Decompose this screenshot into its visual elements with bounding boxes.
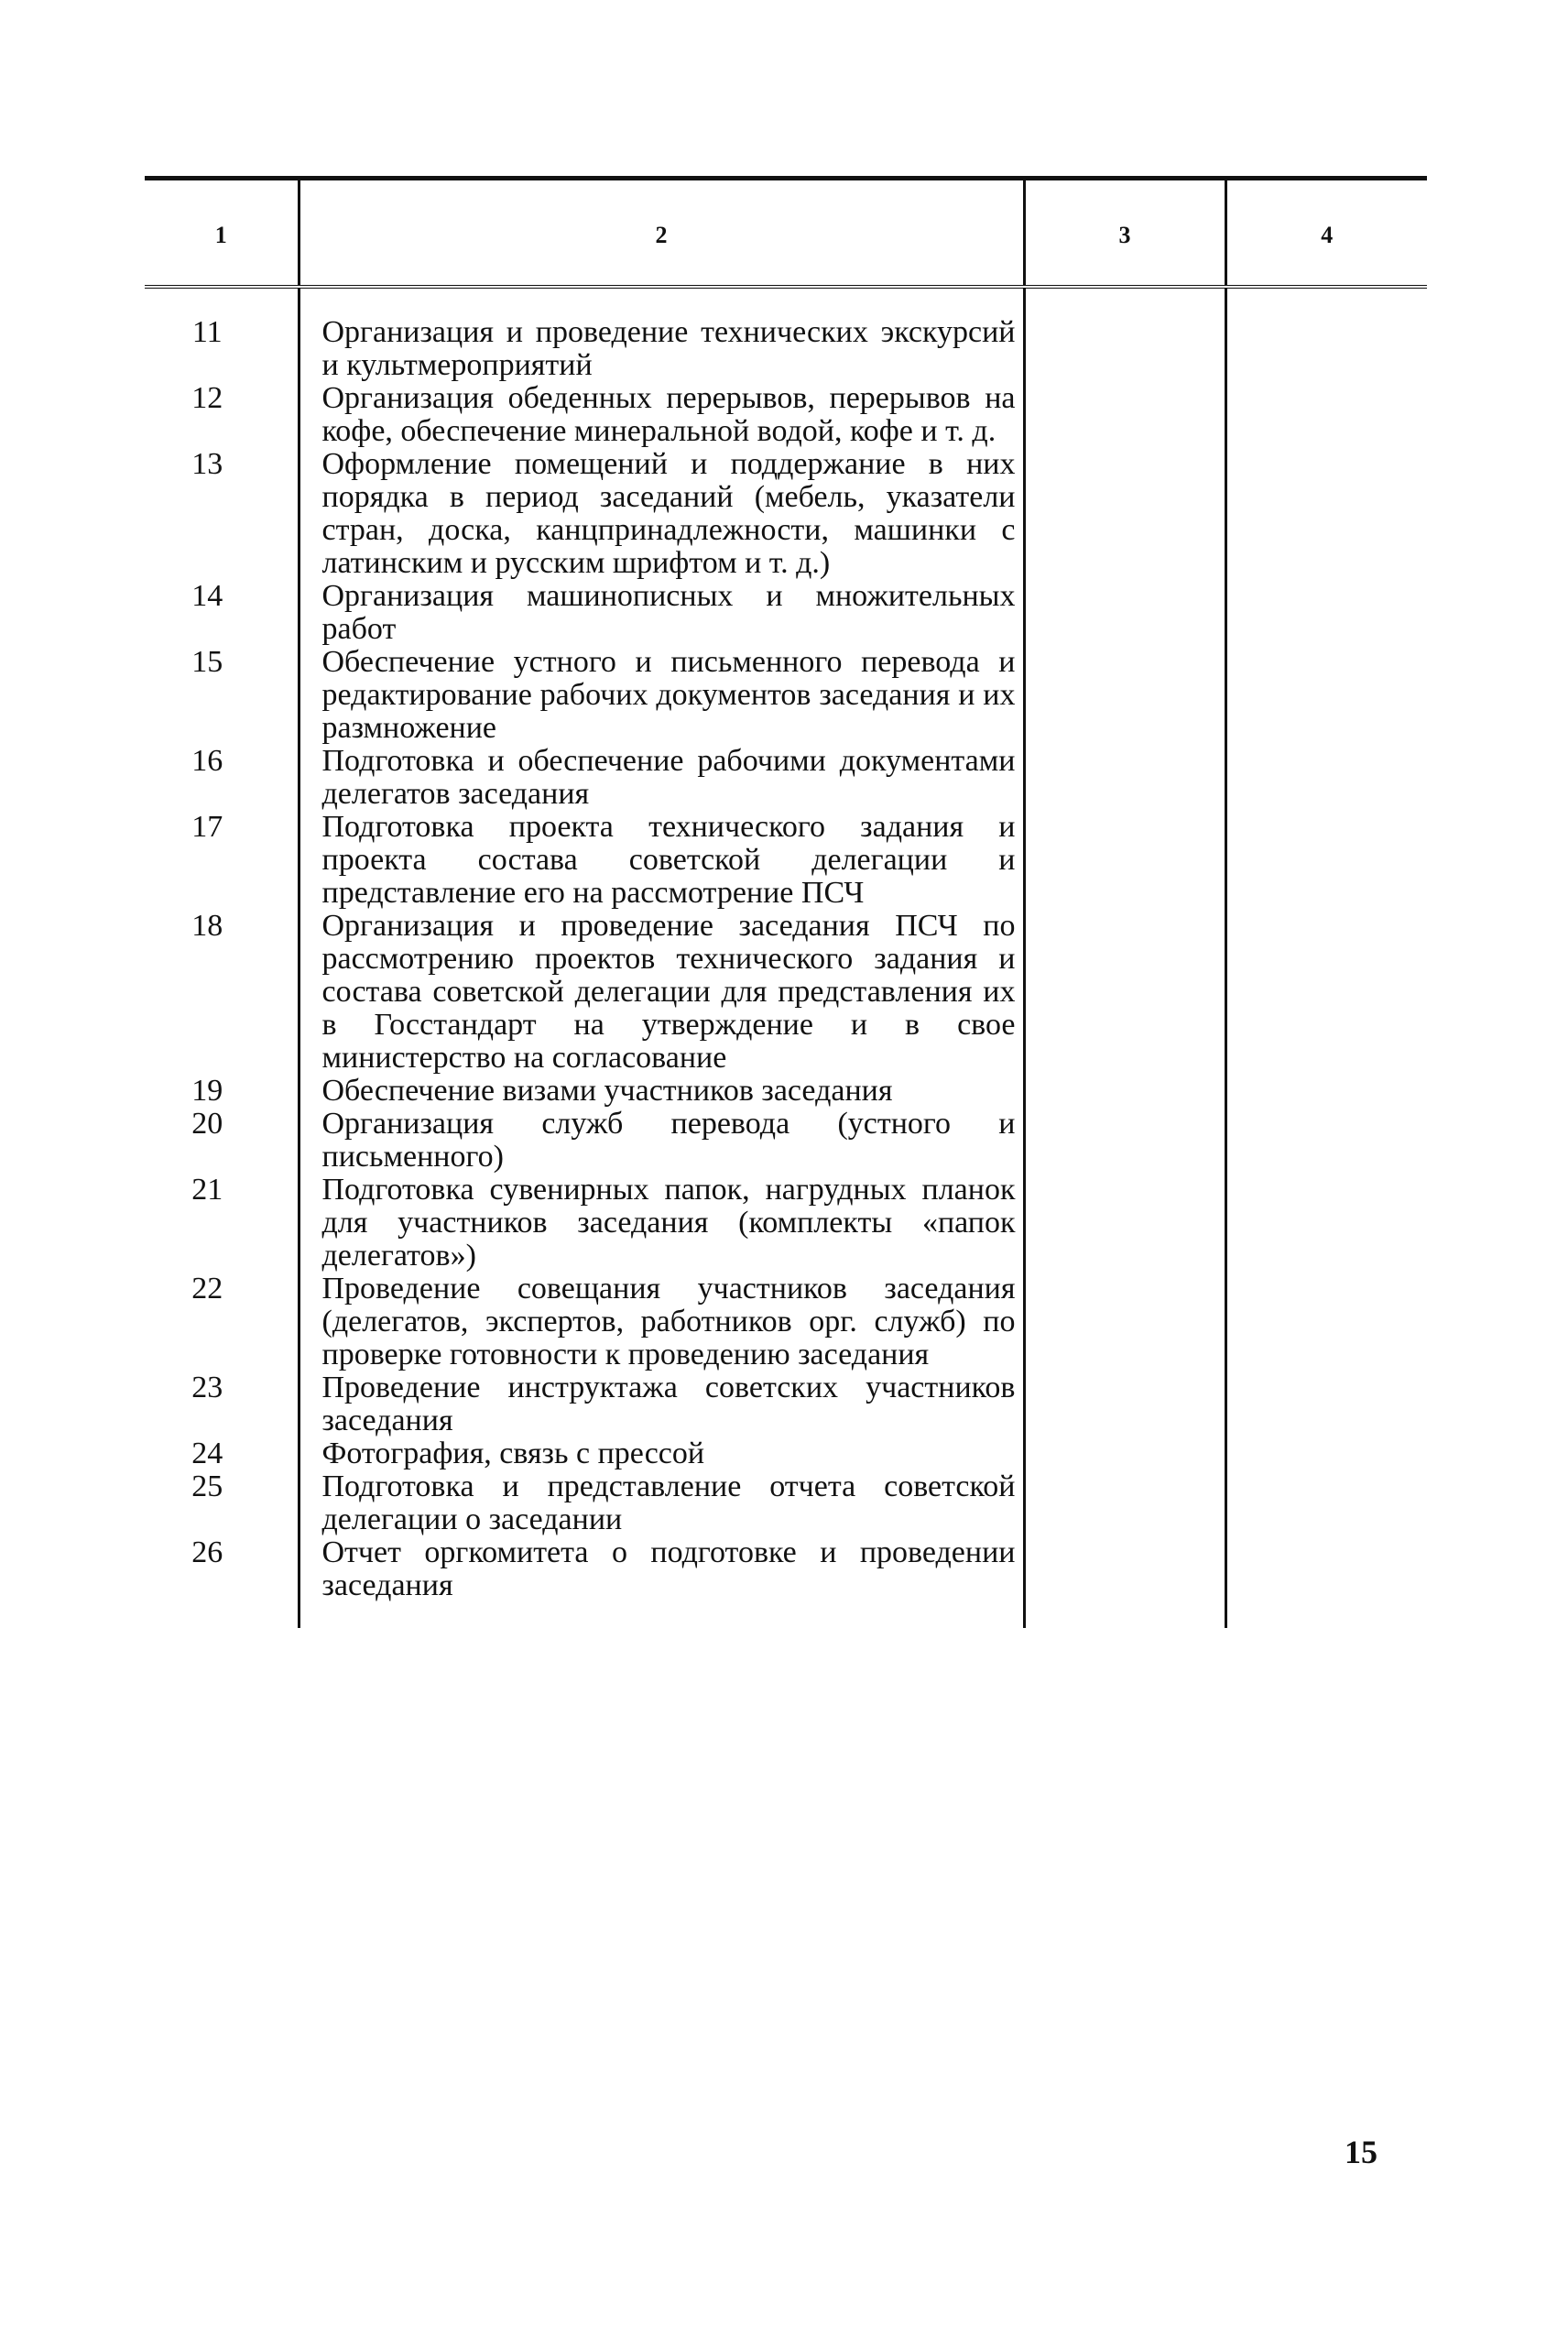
row-col-3-empty: [1024, 580, 1225, 646]
row-number: 25: [191, 1469, 223, 1503]
row-description: Организация и проведение заседания ПСЧ по рассмотрению проектов технического задания и состава советской делегации для представления их в Госстандарт на утверждение и в свое министерство на согласование: [299, 910, 1024, 1075]
row-number: 21: [191, 1173, 223, 1207]
row-col-3-empty: [1024, 1174, 1225, 1273]
row-col-4-empty: [1225, 382, 1427, 448]
row-col-3-empty: [1024, 745, 1225, 811]
table-row: [145, 1273, 1427, 1371]
table-row: [145, 1371, 1427, 1437]
row-description: Проведение совещания участников заседания (делегатов, экспертов, работников орг. служб) по проверке готовности к проведению заседания: [299, 1273, 1024, 1371]
page-number: 15: [1345, 2134, 1377, 2170]
table-row: [145, 382, 1427, 448]
row-col-3-empty: [1024, 1536, 1225, 1602]
row-col-3-empty: [1024, 1470, 1225, 1536]
table-body: [145, 287, 1427, 1628]
row-col-4-empty: [1225, 448, 1427, 580]
row-description: Организация служб перевода (устного и письменного): [299, 1108, 1024, 1174]
row-description: Организация обеденных перерывов, перерывов на кофе, обеспечение минеральной водой, кофе и т. д.: [299, 382, 1024, 448]
row-number: 22: [191, 1272, 223, 1306]
row-col-4-empty: [1225, 910, 1427, 1075]
header-col-2: 2: [299, 179, 1024, 288]
row-col-3-empty: [1024, 1108, 1225, 1174]
table-row: [145, 1437, 1427, 1470]
row-number: 19: [191, 1074, 223, 1108]
table-row: [145, 745, 1427, 811]
row-description: Подготовка и обеспечение рабочими документами делегатов заседания: [299, 745, 1024, 811]
table-row: [145, 287, 1427, 382]
row-col-3-empty: [1024, 1371, 1225, 1437]
row-col-4-empty: [1225, 745, 1427, 811]
row-col-4-empty: [1225, 1108, 1427, 1174]
row-number: 18: [191, 909, 223, 943]
table-row: [145, 1108, 1427, 1174]
row-col-4-empty: [1225, 580, 1427, 646]
row-description: Подготовка сувенирных папок, нагрудных планок для участников заседания (комплекты «папок делегатов»): [299, 1174, 1024, 1273]
row-description: Проведение инструктажа советских участников заседания: [299, 1371, 1024, 1437]
row-col-4-empty: [1225, 1437, 1427, 1470]
row-col-3-empty: [1024, 287, 1225, 382]
row-col-3-empty: [1024, 1273, 1225, 1371]
table-row: [145, 1470, 1427, 1536]
row-col-3-empty: [1024, 646, 1225, 745]
row-number: 16: [191, 744, 223, 778]
row-number: 20: [191, 1107, 223, 1141]
spacer-cell: [145, 1602, 299, 1628]
table-row: [145, 811, 1427, 910]
row-description: Подготовка проекта технического задания и проекта состава советской делегации и представление его на рассмотрение ПСЧ: [299, 811, 1024, 910]
row-col-3-empty: [1024, 382, 1225, 448]
header-col-4: 4: [1225, 179, 1427, 288]
table-row: [145, 1536, 1427, 1602]
header-row: [145, 179, 1427, 288]
row-number: 11: [191, 315, 223, 349]
row-col-4-empty: [1225, 1174, 1427, 1273]
row-col-4-empty: [1225, 1371, 1427, 1437]
row-number: 17: [191, 810, 223, 844]
table-tail-spacer: [145, 1602, 1427, 1628]
header-col-3: 3: [1024, 179, 1225, 288]
table-row: [145, 1075, 1427, 1108]
row-description: Обеспечение устного и письменного перевода и редактирование рабочих документов заседания и их размножение: [299, 646, 1024, 745]
row-col-4-empty: [1225, 1536, 1427, 1602]
row-description: Организация машинописных и множительных работ: [299, 580, 1024, 646]
row-number: 14: [191, 579, 223, 613]
row-description: Фотография, связь с прессой: [299, 1437, 1024, 1470]
table-row: [145, 910, 1427, 1075]
work-plan-table: [145, 176, 1427, 1628]
table-row: [145, 580, 1427, 646]
row-col-3-empty: [1024, 811, 1225, 910]
row-description: Обеспечение визами участников заседания: [299, 1075, 1024, 1108]
row-col-4-empty: [1225, 1075, 1427, 1108]
spacer-cell: [299, 1602, 1024, 1628]
table-row: [145, 1174, 1427, 1273]
row-col-3-empty: [1024, 1437, 1225, 1470]
row-number: 13: [191, 447, 223, 481]
row-number: 26: [191, 1535, 223, 1569]
row-col-3-empty: [1024, 1075, 1225, 1108]
row-number: 23: [191, 1371, 223, 1404]
row-col-3-empty: [1024, 910, 1225, 1075]
row-number: 24: [191, 1437, 223, 1470]
table-row: [145, 646, 1427, 745]
row-number: 15: [191, 645, 223, 679]
table-row: [145, 448, 1427, 580]
table-header: [145, 179, 1427, 288]
spacer-cell: [1024, 1602, 1225, 1628]
row-description: Оформление помещений и поддержание в них порядка в период заседаний (мебель, указатели стран, доска, канцпринадлежности, машинки с латинским и русским шрифтом и т. д.): [299, 448, 1024, 580]
row-col-3-empty: [1024, 448, 1225, 580]
row-number: 12: [191, 381, 223, 415]
row-col-4-empty: [1225, 646, 1427, 745]
row-description: Отчет оргкомитета о подготовке и проведении заседания: [299, 1536, 1024, 1602]
row-col-4-empty: [1225, 1273, 1427, 1371]
header-col-1: 1: [145, 179, 299, 288]
row-description: Подготовка и представление отчета советской делегации о заседании: [299, 1470, 1024, 1536]
spacer-cell: [1225, 1602, 1427, 1628]
row-col-4-empty: [1225, 1470, 1427, 1536]
row-col-4-empty: [1225, 811, 1427, 910]
row-col-4-empty: [1225, 287, 1427, 382]
row-description: Организация и проведение технических экскурсий и культмероприятий: [299, 287, 1024, 382]
